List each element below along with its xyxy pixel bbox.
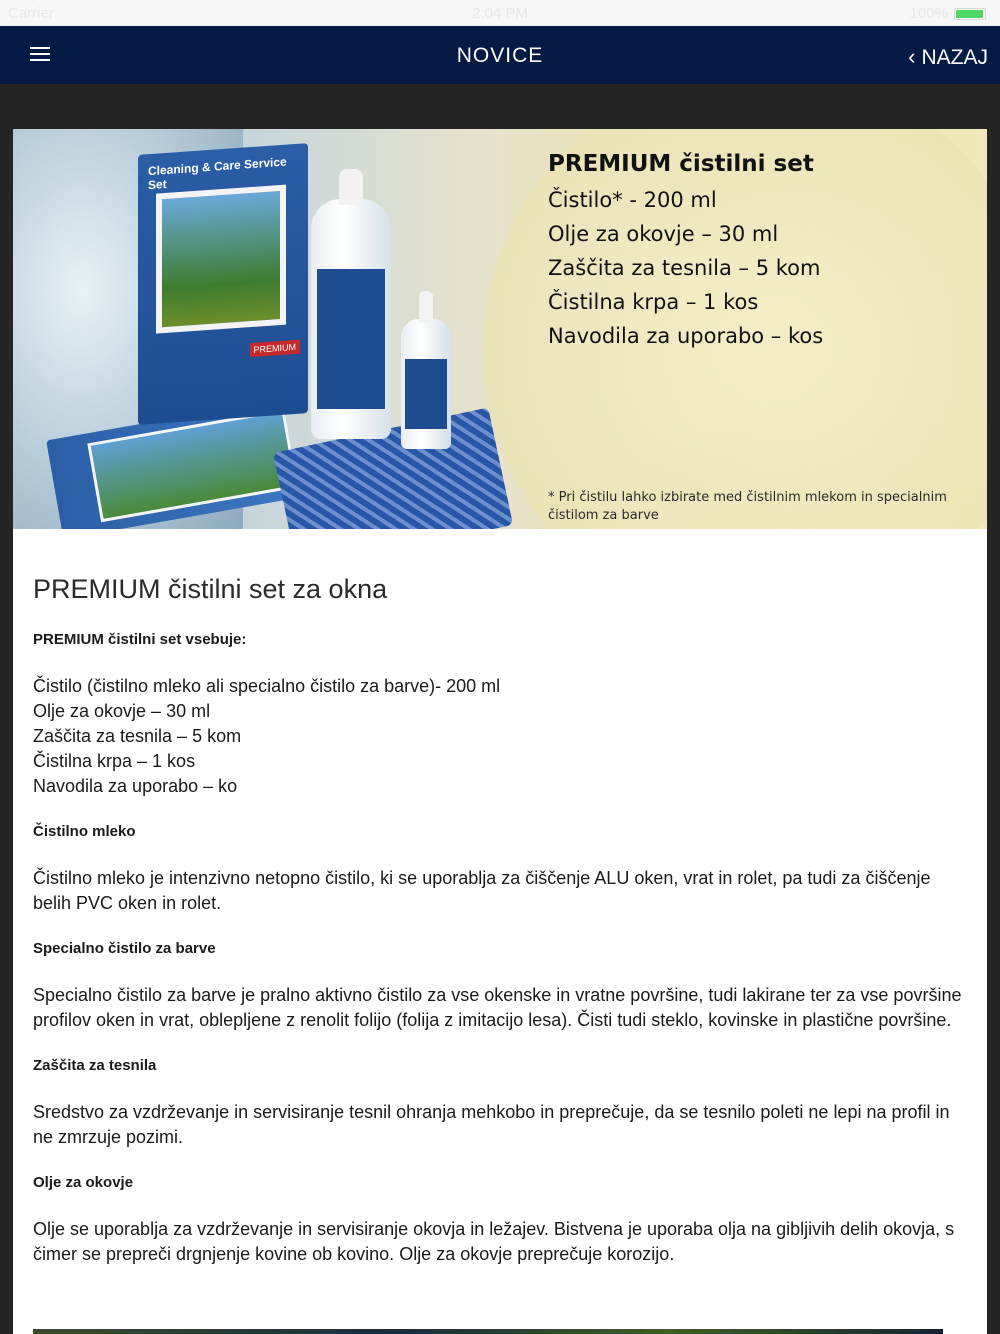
hero-line: Olje za okovje – 30 ml (548, 222, 779, 246)
section-paragraph: Sredstvo za vzdrževanje in servisiranje tesnil ohranja mehkobo in preprečuje, da se tesnilo poleti ne lepi na profil in ne zmrzuje pozimi. (33, 1102, 950, 1147)
article-body (33, 574, 973, 1291)
section-paragraph: Čistilno mleko je intenzivno netopno čistilo, ki se uporablja za čiščenje ALU oken, vrat in rolet, pa tudi za čiščenje belih PVC oken in rolet. (33, 868, 931, 913)
carrier-label: Carrier (8, 5, 54, 22)
battery-percent: 100% (909, 5, 948, 22)
hero-image (13, 129, 987, 529)
section-heading: Zaščita za tesnila (33, 1057, 157, 1074)
status-bar (0, 0, 1000, 26)
hero-line: Čistilo* - 200 ml (548, 188, 717, 212)
list-item: Zaščita za tesnila – 5 kom (33, 726, 242, 746)
section-paragraph: Specialno čistilo za barve je pralno aktivno čistilo za vse okenske in vratne površine, tudi lakirane ter za vse površine profilov oken in vrat, oblepljene z renolit folijo (folija z imitacijo lesa). Čisti tudi steklo, kovinske in plastične površine. (33, 985, 962, 1030)
list-item: Navodila za uporabo – ko (33, 776, 238, 796)
back-button[interactable] (908, 44, 988, 70)
contents-list (33, 674, 973, 799)
section-heading: Olje za okovje (33, 1174, 134, 1191)
news-article-card (13, 129, 987, 1334)
page-title: NOVICE (456, 44, 544, 67)
section-heading: PREMIUM čistilni set vsebuje: (33, 631, 247, 648)
box-label: Cleaning & Care Service Set (148, 154, 287, 193)
hero-line: Zaščita za tesnila – 5 kom (548, 256, 821, 280)
cleaning-cloth-image (273, 407, 513, 529)
hero-text-block (548, 151, 823, 353)
box-tag: PREMIUM (250, 340, 301, 358)
list-item: Olje za okovje – 30 ml (33, 701, 211, 721)
chevron-left-icon: ‹ (908, 44, 916, 69)
hero-footnote: * Pri čistilu lahko izbirate med čistilnim mlekom in specialnim čistilom za barve (548, 490, 947, 523)
battery-icon (954, 8, 986, 20)
nav-bar (0, 26, 1000, 84)
service-set-box-image (138, 143, 308, 425)
list-item: Čistilo (čistilno mleko ali specialno čistilo za barve)- 200 ml (33, 676, 501, 696)
status-time: 2:04 PM (472, 5, 528, 22)
cleaner-bottle-image (311, 199, 391, 439)
hero-title: PREMIUM čistilni set (548, 151, 814, 177)
section-heading: Specialno čistilo za barve (33, 940, 216, 957)
article-title: PREMIUM čistilni set za okna (33, 574, 388, 604)
section-heading: Čistilno mleko (33, 823, 136, 840)
hero-line: Čistilna krpa – 1 kos (548, 290, 759, 314)
hero-line: Navodila za uporabo – kos (548, 324, 824, 348)
back-label: NAZAJ (921, 46, 988, 69)
list-item: Čistilna krpa – 1 kos (33, 751, 196, 771)
oil-bottle-image (401, 319, 451, 449)
next-image-preview (33, 1329, 943, 1334)
section-paragraph: Olje se uporablja za vzdrževanje in servisiranje okovja in ležajev. Bistvena je uporaba olja na gibljivih delih okovja, s čimer se prepreči drgnjenje kovine ob kovino. Olje za okovje preprečuje korozijo. (33, 1219, 955, 1264)
